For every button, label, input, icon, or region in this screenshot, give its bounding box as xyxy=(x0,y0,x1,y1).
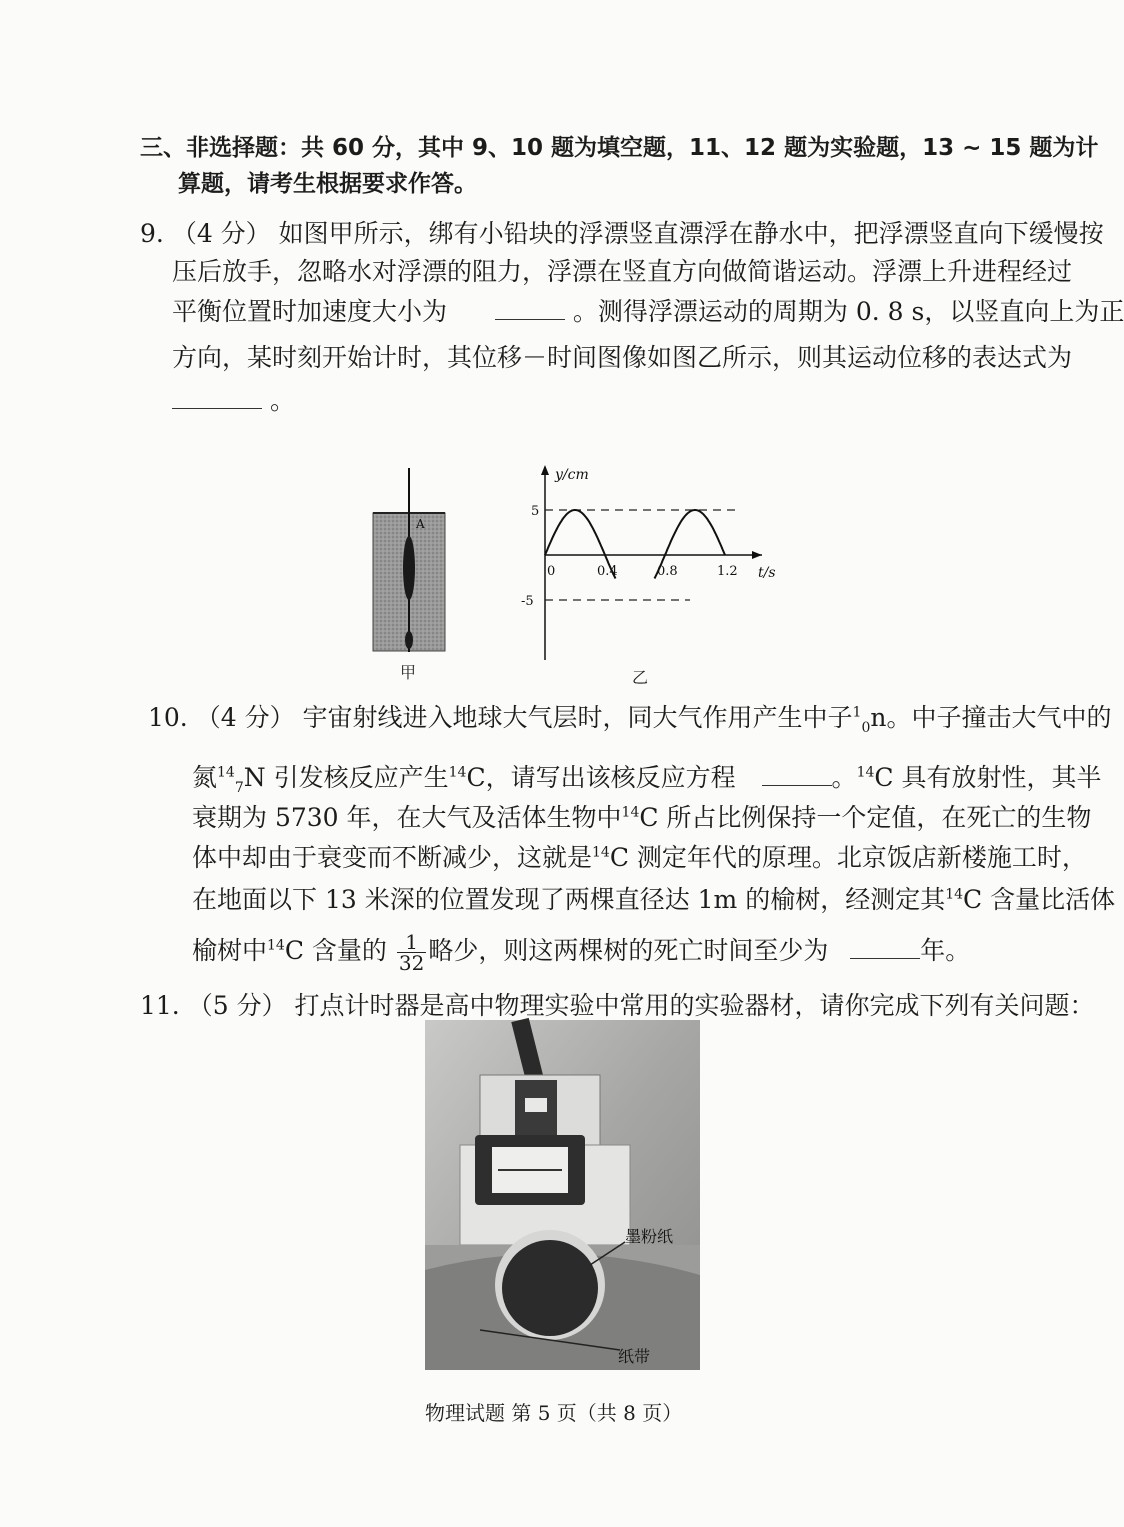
caption-yi: 乙 xyxy=(632,668,649,687)
neutron-symbol: $^1_0$n xyxy=(852,703,887,736)
q10-line2-d: 。 xyxy=(831,763,857,792)
q11-number: 11. xyxy=(140,991,180,1020)
q9-text-line2: 压后放手，忽略水对浮漂的阻力，浮漂在竖直方向做简谐运动。浮漂上升进程经过 xyxy=(172,257,1073,286)
chart-y-tick-label: 5 xyxy=(531,504,540,519)
figure-jia xyxy=(360,460,460,690)
carbon-symbol: C xyxy=(466,763,486,792)
q10-line6-a: 榆树中 xyxy=(192,936,268,965)
q11-text: 打点计时器是高中物理实验中常用的实验器材，请你完成下列有关问题： xyxy=(294,991,1095,1020)
label-ink-paper: 墨粉纸 xyxy=(625,1227,674,1246)
nitrogen-symbol: $^{14}_7$N xyxy=(217,763,266,796)
float-body xyxy=(403,536,415,600)
q10-text-line1-end: 。中子撞击大气中的 xyxy=(886,703,1112,732)
caption-jia: 甲 xyxy=(400,663,417,682)
q10-score: （4 分） xyxy=(195,703,295,732)
c14-sup: 14 xyxy=(945,886,964,903)
c14-sup: 14 xyxy=(267,937,285,954)
chart-x-tick-label: 1.2 xyxy=(717,564,738,579)
section-header-line2: 算题，请考生根据要求作答。 xyxy=(178,171,477,197)
c14-sup: 14 xyxy=(448,764,467,781)
q9-line5-end: 。 xyxy=(269,386,295,415)
q11-score: （5 分） xyxy=(187,991,287,1020)
q10-line6-b: C 含量的 xyxy=(284,936,387,965)
q9-blank-1[interactable] xyxy=(495,315,565,320)
lead-weight xyxy=(405,631,413,649)
chart-x-tick-label: 0.8 xyxy=(657,564,678,579)
q9-blank-2[interactable] xyxy=(172,404,262,409)
dot-timer-photo xyxy=(420,1020,705,1375)
q10-line3-b: C 所占比例保持一个定值，在死亡的生物 xyxy=(639,803,1092,832)
chart-x-arrow xyxy=(752,551,762,559)
label-paper-tape: 纸带 xyxy=(618,1347,651,1366)
q10-line2-e: C 具有放射性，其半 xyxy=(874,763,1102,792)
q10-line4-b: C 测定年代的原理。北京饭店新楼施工时， xyxy=(609,843,1087,872)
page-footer: 物理试题 第 5 页（共 8 页） xyxy=(425,1401,683,1425)
q9-text-line4: 方向，某时刻开始计时，其位移－时间图像如图乙所示，则其运动位移的表达式为 xyxy=(172,343,1073,372)
c14-sup: 14 xyxy=(621,804,640,821)
q10-text-line1: 宇宙射线进入地球大气层时，同大气作用产生中子 xyxy=(302,703,853,732)
label-A: A xyxy=(416,517,425,531)
q9-number: 9. xyxy=(140,219,164,248)
q9-text-line3b: 。测得浮漂运动的周期为 0. 8 s，以竖直向上为正 xyxy=(572,297,1124,326)
q10-number: 10. xyxy=(148,703,188,732)
q10-line6-d: 年。 xyxy=(920,936,971,965)
q10-line2-b: 引发核反应产生 xyxy=(273,763,449,792)
section-header-line1: 三、非选择题：共 60 分，其中 9、10 题为填空题，11、12 题为实验题，13 ~ 15 题为计 xyxy=(140,135,1099,161)
chart-y-arrow xyxy=(541,465,549,475)
c14-sup: 14 xyxy=(856,764,875,781)
q10-line2-a: 氮 xyxy=(192,763,218,792)
q10-line6-c: 略少，则这两棵树的死亡时间至少为 xyxy=(428,936,829,965)
chart-ylabel: y/cm xyxy=(555,467,589,483)
ink-disk xyxy=(502,1240,598,1336)
figure-yi-chart xyxy=(500,455,790,695)
chart-xlabel: t/s xyxy=(758,565,776,581)
chart-x-tick-label: 0.4 xyxy=(597,564,618,579)
q10-line5-b: C 含量比活体 xyxy=(963,885,1116,914)
q10-line3-a: 衰期为 5730 年，在大气及活体生物中 xyxy=(192,803,622,832)
q10-blank-2[interactable] xyxy=(850,954,920,959)
chart-x-tick-label: 0 xyxy=(547,564,556,579)
q9-text-line3a: 平衡位置时加速度大小为 xyxy=(172,297,448,326)
q10-blank-1[interactable] xyxy=(762,781,832,786)
q9-score: （4 分） xyxy=(171,219,271,248)
chart-y-tick-label: -5 xyxy=(521,594,534,609)
question-11 xyxy=(140,990,1095,1022)
q10-line2-c: ，请写出该核反应方程 xyxy=(485,763,736,792)
c14-sup: 14 xyxy=(592,844,610,861)
q10-line5-a: 在地面以下 13 米深的位置发现了两棵直径达 1m 的榆树，经测定其 xyxy=(192,885,946,914)
q9-text-line1: 如图甲所示，绑有小铅块的浮漂竖直漂浮在静水中，把浮漂竖直向下缓慢按 xyxy=(278,219,1104,248)
fraction-1-32: $\frac{1}{32}$ xyxy=(398,930,425,975)
q10-line4-a: 体中却由于衰变而不断减少，这就是 xyxy=(192,843,593,872)
